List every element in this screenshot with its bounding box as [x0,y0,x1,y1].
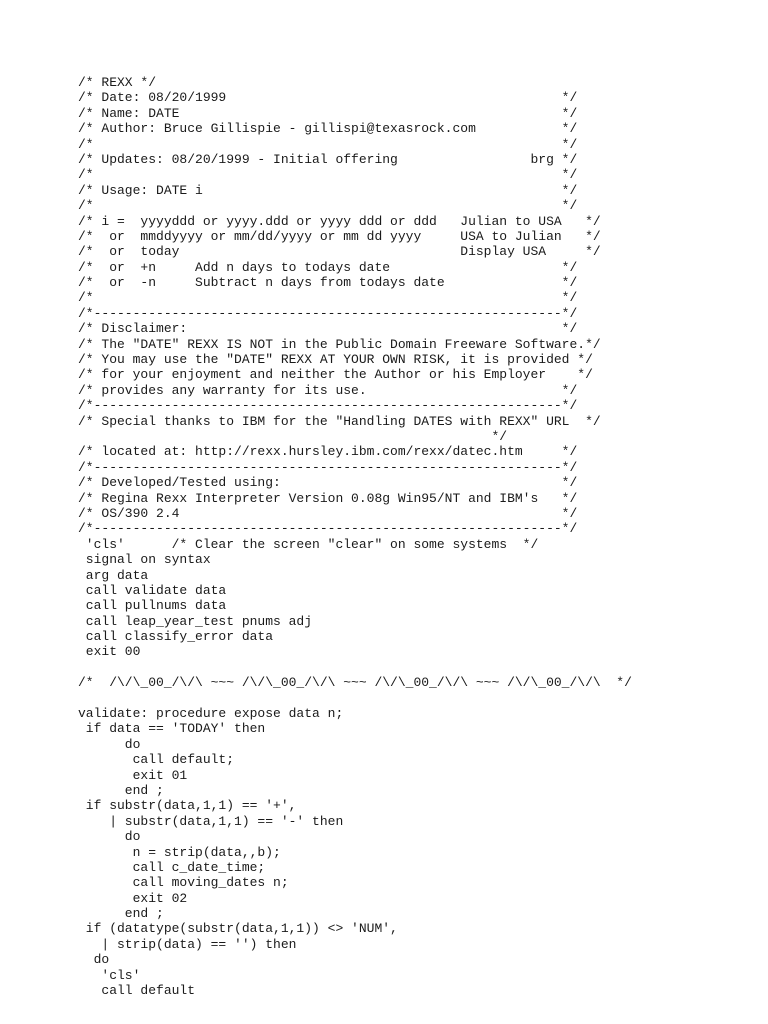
code-line: exit 01 [78,767,188,783]
code-line: /* Disclaimer: */ [78,321,578,337]
code-line: /* Regina Rexx Interpreter Version 0.08g Win95/NT and IBM's */ [78,490,578,506]
code-line: /* Developed/Tested using: */ [78,475,578,491]
code-line: /* /\/\_00_/\/\ ~~~ /\/\_00_/\/\ ~~~ /\/\_00_/\/\ ~~~ /\/\_00_/\/\ */ [78,675,632,691]
code-line: /* REXX */ [78,75,157,90]
code-line: /* The "DATE" REXX IS NOT in the Public Domain Freeware Software.*/ [78,336,601,352]
code-line: */ [78,428,508,444]
code-line: /* or today Display USA */ [78,244,601,260]
code-line: /* Updates: 08/20/1999 - Initial offering brg */ [78,151,578,167]
code-line: end ; [78,906,164,922]
code-line: /*------------------------------------------------------------*/ [78,521,578,537]
code-line: /* i = yyyyddd or yyyy.ddd or yyyy ddd or ddd Julian to USA */ [78,213,601,229]
code-line: end ; [78,782,164,798]
code-line: call validate data [78,582,227,598]
code-line: /* */ [78,290,578,306]
code-line: validate: procedure expose data n; [78,706,344,722]
code-line: call pullnums data [78,598,227,614]
code-line: 'cls' [78,967,141,983]
code-line: if data == 'TODAY' then [78,721,266,737]
code-line: exit 00 [78,644,141,660]
code-line: exit 02 [78,890,188,906]
code-line: /* */ [78,136,578,152]
code-line: /* Author: Bruce Gillispie - gillispi@texasrock.com */ [78,121,578,137]
code-line: /* Usage: DATE i */ [78,182,578,198]
code-line: if substr(data,1,1) == '+', [78,798,297,814]
code-line: /* */ [78,167,578,183]
code-line: /* or mmddyyyy or mm/dd/yyyy or mm dd yyyy USA to Julian */ [78,228,601,244]
code-line: 'cls' /* Clear the screen "clear" on some systems */ [78,536,539,552]
code-line: call default; [78,752,235,768]
code-line: /* for your enjoyment and neither the Author or his Employer */ [78,367,593,383]
code-line: arg data [78,567,149,583]
code-line: do [78,952,110,968]
code-line [78,660,758,675]
code-line: /* You may use the "DATE" REXX AT YOUR OWN RISK, it is provided */ [78,352,593,368]
code-line: if (datatype(substr(data,1,1)) <> 'NUM', [78,921,398,937]
code-line: /*------------------------------------------------------------*/ [78,305,578,321]
code-line: /*------------------------------------------------------------*/ [78,459,578,475]
code-line: call c_date_time; [78,859,266,875]
code-line: signal on syntax [78,552,211,568]
code-line: | substr(data,1,1) == '-' then [78,813,344,829]
code-line: /*------------------------------------------------------------*/ [78,398,578,414]
code-line: /* Date: 08/20/1999 */ [78,90,578,106]
code-line: call leap_year_test pnums adj [78,613,313,629]
code-line: /* or +n Add n days to todays date */ [78,259,578,275]
code-line: | strip(data) == '') then [78,936,297,952]
code-line: /* located at: http://rexx.hursley.ibm.com/rexx/datec.htm */ [78,444,578,460]
rexx-source-code [78,75,758,998]
code-line: /* Name: DATE */ [78,105,578,121]
code-line: do [78,736,141,752]
code-line: n = strip(data,,b); [78,844,281,860]
code-line: /* OS/390 2.4 */ [78,505,578,521]
code-line: call default [78,983,196,999]
code-line: do [78,829,141,845]
code-line: call moving_dates n; [78,875,289,891]
code-line: call classify_error data [78,629,274,645]
code-line: /* provides any warranty for its use. */ [78,382,578,398]
code-line [78,691,758,706]
code-line: /* */ [78,198,578,214]
code-line: /* Special thanks to IBM for the "Handling DATES with REXX" URL */ [78,413,601,429]
code-line: /* or -n Subtract n days from todays date */ [78,275,578,291]
